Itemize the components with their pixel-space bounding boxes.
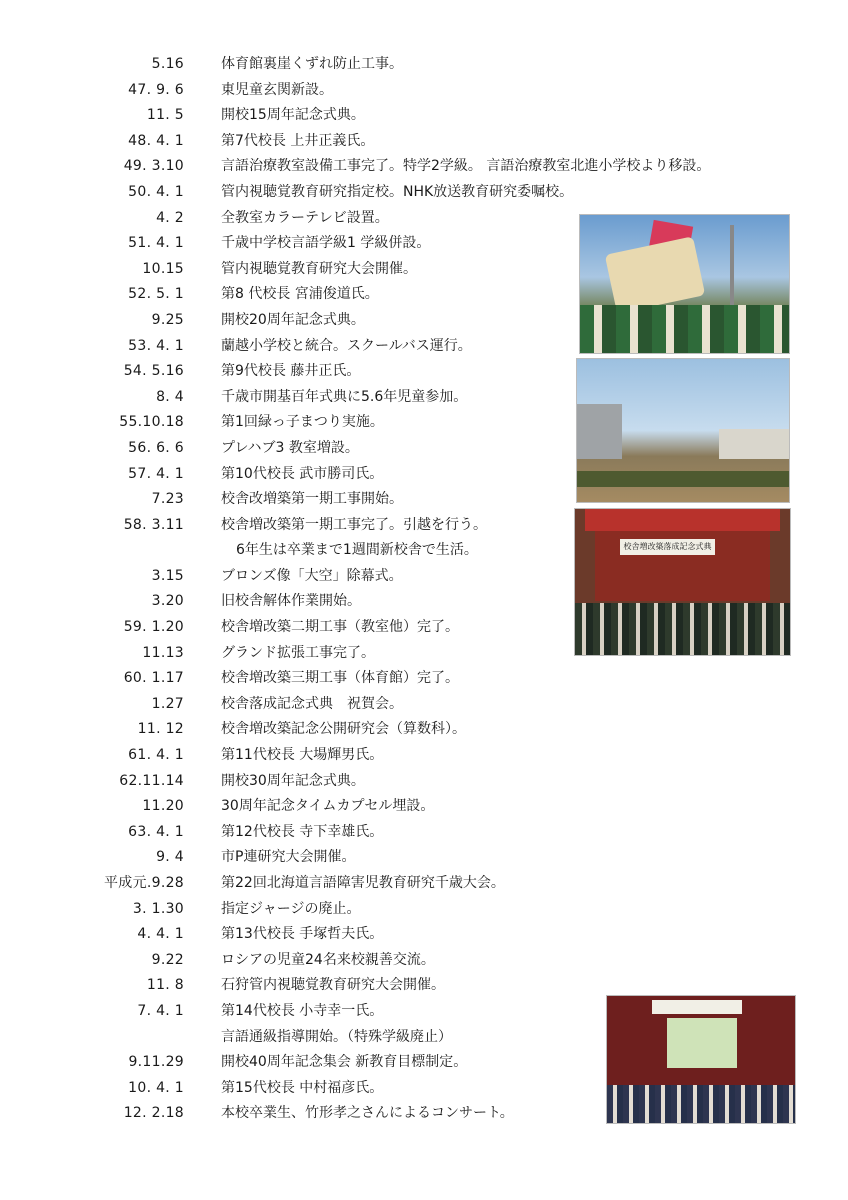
timeline-event: 旧校舎解体作業開始。 bbox=[221, 593, 361, 610]
timeline-event: 第9代校長 藤井正氏。 bbox=[221, 363, 361, 380]
timeline-date: 61. 4. 1 bbox=[128, 747, 184, 764]
timeline-event: 開校30周年記念式典。 bbox=[221, 772, 365, 789]
photo-building bbox=[577, 404, 622, 459]
timeline-row bbox=[0, 52, 848, 78]
timeline-event: ブロンズ像「大空」除幕式。 bbox=[221, 567, 403, 584]
timeline-event: 30周年記念タイムカプセル埋設。 bbox=[221, 798, 435, 815]
photo-school-grounds bbox=[576, 358, 790, 503]
timeline-row bbox=[0, 922, 848, 948]
timeline-event: 市P連研究大会開催。 bbox=[221, 849, 356, 866]
timeline-row bbox=[0, 845, 848, 871]
timeline-event: 本校卒業生、竹形孝之さんによるコンサート。 bbox=[221, 1105, 514, 1122]
timeline-event: 言語通級指導開始。（特殊学級廃止） bbox=[221, 1028, 452, 1045]
timeline-date: 51. 4. 1 bbox=[128, 235, 184, 252]
photo-audience bbox=[607, 1085, 795, 1123]
timeline-row bbox=[0, 897, 848, 923]
timeline-date: 9.25 bbox=[151, 311, 184, 328]
timeline-date: 53. 4. 1 bbox=[128, 337, 184, 354]
timeline-event: 指定ジャージの廃止。 bbox=[221, 900, 361, 917]
timeline-row bbox=[0, 154, 848, 180]
timeline-event: 開校40周年記念集会 新教育目標制定。 bbox=[221, 1054, 468, 1071]
timeline-row bbox=[0, 948, 848, 974]
photo-trees bbox=[577, 471, 789, 487]
timeline-row bbox=[0, 129, 848, 155]
photo-curtain bbox=[585, 509, 780, 531]
timeline-event: 校舎増改築三期工事（体育館）完了。 bbox=[221, 670, 459, 687]
timeline-row bbox=[0, 717, 848, 743]
timeline-date: 9.11.29 bbox=[128, 1054, 184, 1071]
timeline-date: 55.10.18 bbox=[119, 414, 184, 431]
timeline-row bbox=[0, 103, 848, 129]
photo-assembly bbox=[606, 995, 796, 1124]
timeline-event: 6年生は卒業まで1週間新校舎で生活。 bbox=[236, 542, 478, 559]
timeline-event: 開校15周年記念式典。 bbox=[221, 107, 365, 124]
timeline-row bbox=[0, 794, 848, 820]
timeline-row bbox=[0, 820, 848, 846]
timeline-date: 60. 1.17 bbox=[123, 670, 184, 687]
timeline-event: グランド拡張工事完了。 bbox=[221, 644, 375, 661]
timeline-date: 11. 12 bbox=[137, 721, 184, 738]
timeline-event: 蘭越小学校と統合。スクールバス運行。 bbox=[221, 337, 472, 354]
timeline-event: 第1回緑っ子まつり実施。 bbox=[221, 414, 384, 431]
timeline-date: 3.20 bbox=[151, 593, 184, 610]
timeline-event: 管内視聴覚教育研究指定校。NHK放送教育研究委嘱校。 bbox=[221, 183, 574, 200]
timeline-date: 4. 2 bbox=[156, 209, 184, 226]
timeline-date: 11.20 bbox=[142, 798, 184, 815]
timeline-event: 第12代校長 寺下幸雄氏。 bbox=[221, 823, 384, 840]
timeline-date: 9. 4 bbox=[156, 849, 184, 866]
timeline-event: 言語治療教室設備工事完了。特学2学級。 言語治療教室北進小学校より移設。 bbox=[221, 158, 711, 175]
photo-assembly-banner bbox=[652, 1000, 742, 1014]
timeline-event: 第10代校長 武市勝司氏。 bbox=[221, 465, 384, 482]
timeline-date: 56. 6. 6 bbox=[128, 439, 184, 456]
timeline-event: 第8 代校長 宮浦俊道氏。 bbox=[221, 286, 379, 303]
timeline-date: 58. 3.11 bbox=[123, 516, 184, 533]
timeline-date: 50. 4. 1 bbox=[128, 183, 184, 200]
timeline-date: 12. 2.18 bbox=[123, 1105, 184, 1122]
timeline-event: 第7代校長 上井正義氏。 bbox=[221, 132, 375, 149]
timeline-event: 校舎増改築第一期工事完了。引越を行う。 bbox=[221, 516, 487, 533]
timeline-date: 59. 1.20 bbox=[123, 619, 184, 636]
photo-board bbox=[667, 1018, 737, 1068]
timeline-date: 10.15 bbox=[142, 260, 184, 277]
timeline-date: 8. 4 bbox=[156, 388, 184, 405]
timeline-event: 第22回北海道言語障害児教育研究千歳大会。 bbox=[221, 875, 505, 891]
timeline-event: 東児童玄関新設。 bbox=[221, 81, 333, 98]
timeline-event: 体育館裏崖くずれ防止工事。 bbox=[221, 56, 403, 72]
timeline-date: 3. 1.30 bbox=[132, 900, 184, 917]
timeline-event: 第11代校長 大場輝男氏。 bbox=[221, 747, 384, 764]
timeline-row bbox=[0, 692, 848, 718]
timeline-event: 校舎改増築第一期工事開始。 bbox=[221, 491, 403, 508]
timeline-row bbox=[0, 180, 848, 206]
timeline-row bbox=[0, 666, 848, 692]
timeline-event: 校舎増改築二期工事（教室他）完了。 bbox=[221, 619, 459, 636]
timeline-row bbox=[0, 743, 848, 769]
timeline-event: 管内視聴覚教育研究大会開催。 bbox=[221, 260, 417, 277]
timeline-date: 49. 3.10 bbox=[123, 158, 184, 175]
photo-children bbox=[580, 305, 789, 353]
timeline-event: 全教室カラーテレビ設置。 bbox=[221, 209, 389, 226]
timeline-date: 10. 4. 1 bbox=[128, 1079, 184, 1096]
timeline-date: 3.15 bbox=[151, 567, 184, 584]
photo-ceremony-hall bbox=[574, 508, 791, 656]
timeline-event: 校舎落成記念式典 祝賀会。 bbox=[221, 695, 403, 712]
timeline-date: 54. 5.16 bbox=[123, 363, 184, 380]
timeline-event: 第15代校長 中村福彦氏。 bbox=[221, 1079, 384, 1096]
timeline-row bbox=[0, 871, 848, 897]
timeline-date: 52. 5. 1 bbox=[128, 286, 184, 303]
timeline-date: 5.16 bbox=[151, 56, 184, 72]
timeline-date: 57. 4. 1 bbox=[128, 465, 184, 482]
timeline-date: 1.27 bbox=[151, 695, 184, 712]
timeline-date: 11. 5 bbox=[146, 107, 184, 124]
timeline-date: 63. 4. 1 bbox=[128, 823, 184, 840]
timeline-date: 7.23 bbox=[151, 491, 184, 508]
photo-school-building bbox=[719, 429, 789, 459]
timeline-event: 千歳市開基百年式典に5.6年児童参加。 bbox=[221, 388, 468, 405]
timeline-event: 開校20周年記念式典。 bbox=[221, 311, 365, 328]
timeline-date: 4. 4. 1 bbox=[137, 926, 184, 943]
timeline-event: 千歳中学校言語学級1 学級併設。 bbox=[221, 235, 431, 252]
timeline-date: 平成元.9.28 bbox=[103, 875, 184, 891]
timeline-event: 石狩管内視聴覚教育研究大会開催。 bbox=[221, 977, 445, 994]
photo-sports-day bbox=[579, 214, 790, 354]
timeline-date: 9.22 bbox=[151, 951, 184, 968]
timeline-date: 11. 8 bbox=[146, 977, 184, 994]
photo-ceremony-banner: 校舎増改築落成記念式典 bbox=[620, 539, 715, 555]
photo-audience bbox=[575, 603, 790, 655]
timeline-date: 47. 9. 6 bbox=[128, 81, 184, 98]
timeline-date: 48. 4. 1 bbox=[128, 132, 184, 149]
timeline-event: 校舎増改築記念公開研究会（算数科）。 bbox=[221, 721, 466, 738]
photo-float bbox=[605, 236, 706, 313]
timeline-event: プレハブ3 教室増設。 bbox=[221, 439, 359, 456]
timeline-date: 11.13 bbox=[142, 644, 184, 661]
timeline-row bbox=[0, 78, 848, 104]
timeline-row bbox=[0, 769, 848, 795]
timeline-date: 62.11.14 bbox=[119, 772, 184, 789]
timeline-event: 第14代校長 小寺幸一氏。 bbox=[221, 1002, 384, 1019]
timeline-event: ロシアの児童24名来校親善交流。 bbox=[221, 951, 435, 968]
timeline-date: 7. 4. 1 bbox=[137, 1002, 184, 1019]
timeline-event: 第13代校長 手塚哲夫氏。 bbox=[221, 926, 384, 943]
